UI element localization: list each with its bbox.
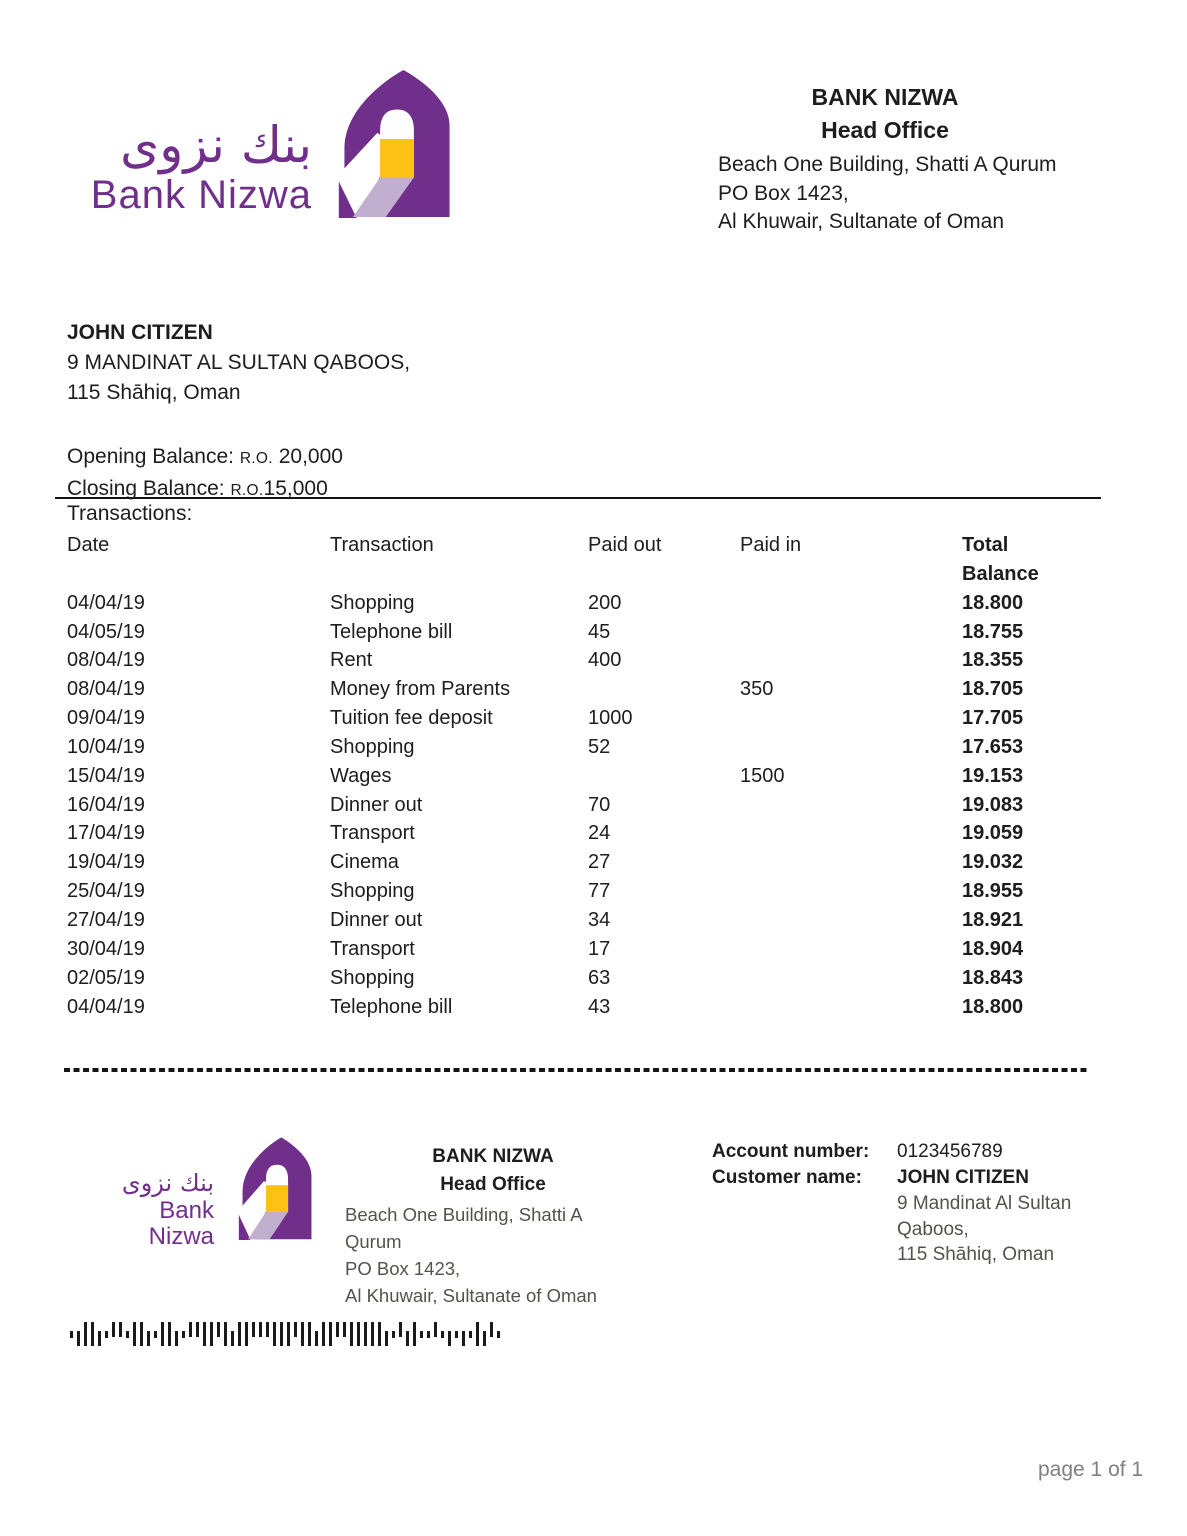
barcode-bar	[357, 1322, 360, 1346]
barcode-bar	[231, 1331, 234, 1346]
cell-transaction: Wages	[330, 764, 392, 787]
address-line: PO Box 1423,	[345, 1258, 461, 1279]
transactions-section	[67, 503, 1137, 1021]
head-office-block	[700, 84, 1070, 237]
cell-balance: 19.059	[962, 822, 1024, 845]
cell-date: 15/04/19	[67, 764, 145, 787]
barcode-bar	[315, 1331, 318, 1346]
cell-transaction: Dinner out	[330, 908, 423, 931]
cell-paid-out: 52	[588, 735, 611, 758]
table-row	[67, 646, 1137, 675]
barcode-bar	[252, 1322, 255, 1337]
cell-date: 08/04/19	[67, 649, 145, 672]
cell-balance: 18.921	[962, 908, 1024, 931]
cell-date: 04/04/19	[67, 591, 145, 614]
bank-logo-latin-text: Bank Nizwa	[90, 173, 312, 217]
office-heading: Head Office	[821, 117, 949, 143]
barcode-bar	[308, 1322, 311, 1346]
cell-transaction: Dinner out	[330, 793, 423, 816]
cell-paid-in: 350	[740, 678, 774, 701]
footer-bank-logo-latin-text: Bank Nizwa	[148, 1197, 214, 1250]
footer-customer-name-value: JOHN CITIZEN	[897, 1167, 1029, 1188]
footer-bank-logo-arabic-text: بنك نزوى	[121, 1169, 214, 1197]
cell-balance: 18.904	[962, 937, 1024, 960]
closing-balance-label: Closing Balance:	[67, 477, 231, 500]
cell-date: 10/04/19	[67, 735, 145, 758]
column-header-paid-in: Paid in	[740, 534, 802, 556]
column-header-transaction: Transaction	[330, 534, 434, 556]
barcode-bar	[420, 1331, 423, 1338]
address-line: Beach One Building, Shatti A Qurum	[345, 1204, 582, 1252]
footer-bank-logo	[92, 1168, 214, 1250]
cell-date: 27/04/19	[67, 908, 145, 931]
cell-paid-out: 63	[588, 966, 611, 989]
barcode-bar	[273, 1322, 276, 1346]
barcode-bar	[378, 1322, 381, 1346]
transactions-label: Transactions:	[67, 502, 193, 525]
closing-balance-value: 15,000	[263, 477, 328, 500]
cell-paid-out: 200	[588, 591, 622, 614]
barcode-bar	[119, 1322, 122, 1337]
table-row	[67, 906, 1137, 935]
bank-logo-arabic-text: بنك نزوى	[120, 116, 312, 174]
table-row	[67, 589, 1137, 618]
cell-paid-out: 34	[588, 908, 611, 931]
barcode-bar	[147, 1331, 150, 1346]
barcode-bar	[196, 1322, 199, 1337]
barcode-bar	[245, 1322, 248, 1346]
cell-transaction: Transport	[330, 937, 415, 960]
cell-transaction: Rent	[330, 649, 373, 672]
table-row	[67, 848, 1137, 877]
cell-paid-out: 77	[588, 880, 611, 903]
barcode-bar	[455, 1331, 458, 1338]
cell-balance: 18.800	[962, 591, 1024, 614]
barcode-bar	[483, 1331, 486, 1346]
barcode-bar	[364, 1322, 367, 1346]
barcode-bar	[336, 1322, 339, 1337]
customer-name-row	[712, 1165, 1071, 1191]
table-row	[67, 733, 1137, 762]
account-number-row	[712, 1139, 1071, 1165]
cell-date: 17/04/19	[67, 822, 145, 845]
cell-balance: 18.800	[962, 995, 1024, 1018]
cell-transaction: Shopping	[330, 966, 415, 989]
cell-balance: 19.032	[962, 851, 1024, 874]
head-office-address	[700, 151, 1070, 237]
barcode-bar	[301, 1322, 304, 1346]
address-line: PO Box 1423,	[718, 181, 849, 205]
barcode-bar	[448, 1331, 451, 1346]
horizontal-rule	[55, 497, 1101, 499]
barcode-bar	[168, 1322, 171, 1346]
cell-paid-out: 400	[588, 649, 622, 672]
customer-block	[67, 318, 410, 408]
cell-balance: 17.705	[962, 707, 1024, 730]
footer-bank-name-heading: BANK NIZWA	[432, 1146, 554, 1167]
barcode-bar	[371, 1322, 374, 1346]
bank-logo	[80, 116, 312, 216]
cell-transaction: Cinema	[330, 851, 399, 874]
footer-customer-name-label: Customer name:	[712, 1167, 862, 1188]
address-line: Qaboos,	[897, 1218, 969, 1240]
table-row	[67, 819, 1137, 848]
account-number-value: 0123456789	[897, 1141, 1003, 1162]
cell-paid-out: 27	[588, 851, 611, 874]
barcode-bar	[91, 1322, 94, 1346]
customer-address-line2: 115 Shāhiq, Oman	[67, 381, 241, 404]
barcode-bar	[182, 1331, 185, 1338]
table-row	[67, 704, 1137, 733]
customer-address-line1: 9 MANDINAT AL SULTAN QABOOS,	[67, 351, 411, 374]
barcode-bar	[210, 1322, 213, 1346]
barcode-bar	[427, 1331, 430, 1338]
cell-transaction: Tuition fee deposit	[330, 707, 493, 730]
barcode-bar	[126, 1331, 129, 1338]
barcode-bar	[161, 1322, 164, 1346]
barcode-bar	[140, 1322, 143, 1346]
customer-name: JOHN CITIZEN	[67, 321, 213, 344]
cell-balance: 18.755	[962, 620, 1024, 643]
cell-balance: 18.705	[962, 678, 1024, 701]
barcode-bar	[84, 1322, 87, 1346]
cell-date: 16/04/19	[67, 793, 145, 816]
column-header-paid-out: Paid out	[588, 534, 662, 556]
barcode-bar	[105, 1331, 108, 1338]
barcode-bar	[217, 1322, 220, 1337]
account-number-label: Account number:	[712, 1141, 870, 1162]
cell-paid-out: 17	[588, 937, 611, 960]
barcode-bar	[133, 1322, 136, 1346]
barcode-bar	[350, 1322, 353, 1346]
transactions-header-row	[67, 531, 1137, 589]
barcode	[70, 1322, 504, 1346]
cell-balance: 18.355	[962, 649, 1024, 672]
barcode-bar	[469, 1331, 472, 1338]
transactions-body	[67, 589, 1137, 1022]
barcode-bar	[203, 1322, 206, 1346]
barcode-bar	[259, 1322, 262, 1337]
cell-balance: 18.843	[962, 966, 1024, 989]
page-number-label: page 1 of 1	[1038, 1458, 1144, 1481]
barcode-bar	[343, 1322, 346, 1337]
barcode-bar	[413, 1322, 416, 1346]
barcode-bar	[238, 1322, 241, 1346]
cell-balance: 19.083	[962, 793, 1024, 816]
barcode-bar	[476, 1322, 479, 1346]
barcode-bar	[112, 1322, 115, 1337]
cell-date: 19/04/19	[67, 851, 145, 874]
address-line: Al Khuwair, Sultanate of Oman	[718, 210, 1004, 233]
cell-balance: 17.653	[962, 735, 1024, 758]
barcode-bar	[322, 1322, 325, 1346]
cell-paid-in: 1500	[740, 764, 785, 787]
barcode-bar	[490, 1322, 493, 1337]
cell-paid-out: 70	[588, 793, 611, 816]
table-row	[67, 993, 1137, 1022]
footer-office-heading: Head Office	[440, 1174, 546, 1195]
cell-balance: 18.955	[962, 880, 1024, 903]
cell-paid-out: 24	[588, 822, 611, 845]
footer-customer-address	[897, 1191, 1071, 1268]
cell-paid-out: 1000	[588, 707, 633, 730]
dashed-separator	[64, 1068, 1087, 1072]
opening-balance-label: Opening Balance:	[67, 445, 234, 468]
table-row	[67, 935, 1137, 964]
barcode-bar	[441, 1331, 444, 1338]
footer-bank-arch-icon	[237, 1136, 317, 1245]
cell-date: 08/04/19	[67, 678, 145, 701]
opening-balance-value: 20,000	[272, 445, 343, 468]
barcode-bar	[154, 1331, 157, 1338]
cell-transaction: Money from Parents	[330, 678, 511, 701]
barcode-bar	[385, 1331, 388, 1346]
cell-date: 02/05/19	[67, 966, 145, 989]
barcode-bar	[280, 1322, 283, 1346]
barcode-bar	[266, 1322, 269, 1337]
column-header-date: Date	[67, 534, 110, 556]
cell-paid-out: 43	[588, 995, 611, 1018]
barcode-bar	[392, 1331, 395, 1338]
barcode-bar	[399, 1322, 402, 1337]
barcode-bar	[287, 1322, 290, 1346]
cell-transaction: Shopping	[330, 735, 415, 758]
barcode-bar	[294, 1322, 297, 1337]
barcode-bar	[98, 1331, 101, 1346]
cell-balance: 19.153	[962, 764, 1024, 787]
cell-date: 09/04/19	[67, 707, 145, 730]
address-line: Beach One Building, Shatti A Qurum	[718, 153, 1057, 176]
barcode-bar	[77, 1331, 80, 1346]
table-row	[67, 675, 1137, 704]
bank-arch-icon	[336, 68, 458, 223]
table-row	[67, 762, 1137, 791]
footer-head-office-address	[345, 1201, 641, 1309]
opening-balance-row	[67, 442, 343, 474]
cell-transaction: Shopping	[330, 591, 415, 614]
table-row	[67, 877, 1137, 906]
footer-head-office-block	[345, 1146, 641, 1309]
barcode-bar	[462, 1331, 465, 1346]
closing-balance-currency: R.O.	[230, 482, 264, 499]
column-header-total-balance: Total Balance	[962, 534, 1039, 585]
barcode-bar	[434, 1322, 437, 1337]
barcode-bar	[329, 1322, 332, 1346]
barcode-bar	[497, 1331, 500, 1338]
address-line: 115 Shāhiq, Oman	[897, 1244, 1055, 1265]
footer-account-block	[712, 1139, 1071, 1268]
address-line: Al Khuwair, Sultanate of Oman	[345, 1285, 597, 1306]
barcode-bar	[70, 1331, 73, 1338]
cell-transaction: Telephone bill	[330, 620, 453, 643]
barcode-bar	[224, 1322, 227, 1346]
cell-date: 25/04/19	[67, 880, 145, 903]
table-row	[67, 964, 1137, 993]
barcode-bar	[189, 1322, 192, 1337]
cell-transaction: Transport	[330, 822, 415, 845]
cell-date: 04/05/19	[67, 620, 145, 643]
cell-transaction: Telephone bill	[330, 995, 453, 1018]
table-row	[67, 618, 1137, 647]
cell-date: 04/04/19	[67, 995, 145, 1018]
bank-name-heading: BANK NIZWA	[811, 84, 959, 110]
cell-paid-out: 45	[588, 620, 611, 643]
cell-date: 30/04/19	[67, 937, 145, 960]
cell-transaction: Shopping	[330, 880, 415, 903]
barcode-bar	[406, 1331, 409, 1346]
address-line: 9 Mandinat Al Sultan	[897, 1193, 1072, 1214]
barcode-bar	[175, 1331, 178, 1346]
opening-balance-currency: R.O.	[239, 450, 273, 467]
table-row	[67, 791, 1137, 820]
